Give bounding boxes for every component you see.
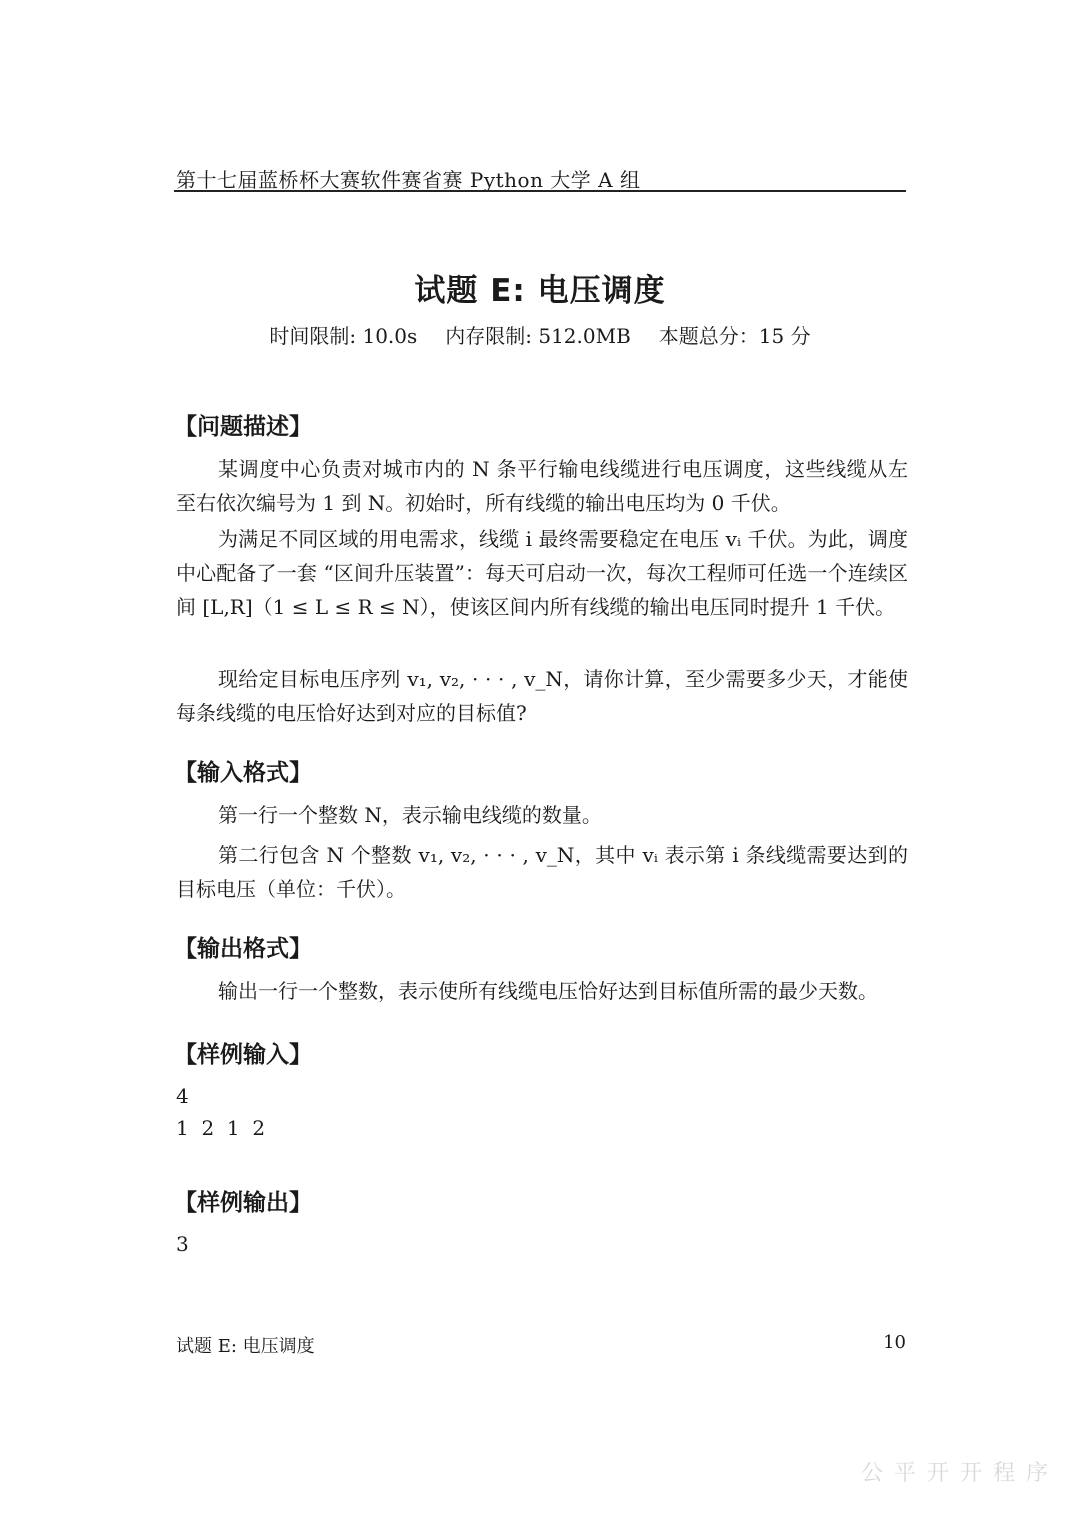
output-paragraph-1: 输出一行一个整数，表示使所有线缆电压恰好达到目标值所需的最少天数。: [218, 979, 878, 1003]
input-paragraph-1: 第一行一个整数 N，表示输电线缆的数量。: [218, 803, 602, 827]
section-heading-sample-output: 【样例输出】: [174, 1190, 312, 1216]
sample-output-line-1: 3: [176, 1232, 189, 1256]
time-limit: 时间限制: 10.0s: [269, 324, 418, 348]
input-paragraph-2: 第二行包含 N 个整数 v₁, v₂, · · · , v_N，其中 vᵢ 表示第 i 条线缆需要达到的目标电压（单位：千伏）。: [176, 843, 908, 901]
sample-input-line-1: 4: [176, 1084, 189, 1108]
page-number: 10: [883, 1332, 906, 1353]
watermark: 公 平 开 开 程 序: [861, 1461, 1050, 1486]
total-score: 本题总分：15 分: [658, 324, 811, 348]
running-header: 第十七届蓝桥杯大赛软件赛省赛 Python 大学 A 组: [176, 168, 641, 192]
problem-title: 试题 E: 电压调度: [414, 273, 666, 309]
sample-input-line-2: 1 2 1 2: [176, 1116, 266, 1140]
section-heading-description: 【问题描述】: [174, 414, 312, 440]
description-paragraph-2: 为满足不同区域的用电需求，线缆 i 最终需要稳定在电压 vᵢ 千伏。为此，调度中心配备了一套 “区间升压装置”：每天可启动一次，每次工程师可任选一个连续区间 [L,R]（1 ≤ L ≤ R ≤ N），使该区间内所有线缆的输出电压同时提升 1 千伏。: [176, 527, 908, 619]
section-heading-input: 【输入格式】: [174, 760, 312, 786]
header-divider: [174, 190, 906, 192]
section-heading-sample-input: 【样例输入】: [174, 1042, 312, 1068]
problem-limits: [0, 320, 1080, 349]
section-heading-output: 【输出格式】: [174, 936, 312, 962]
footer-title: 试题 E: 电压调度: [176, 1336, 315, 1357]
memory-limit: 内存限制: 512.0MB: [445, 324, 631, 348]
description-paragraph-1: 某调度中心负责对城市内的 N 条平行输电线缆进行电压调度，这些线缆从左至右依次编号为 1 到 N。初始时，所有线缆的输出电压均为 0 千伏。: [176, 457, 908, 515]
description-paragraph-3: 现给定目标电压序列 v₁, v₂, · · · , v_N，请你计算，至少需要多少天，才能使每条线缆的电压恰好达到对应的目标值?: [176, 667, 908, 725]
